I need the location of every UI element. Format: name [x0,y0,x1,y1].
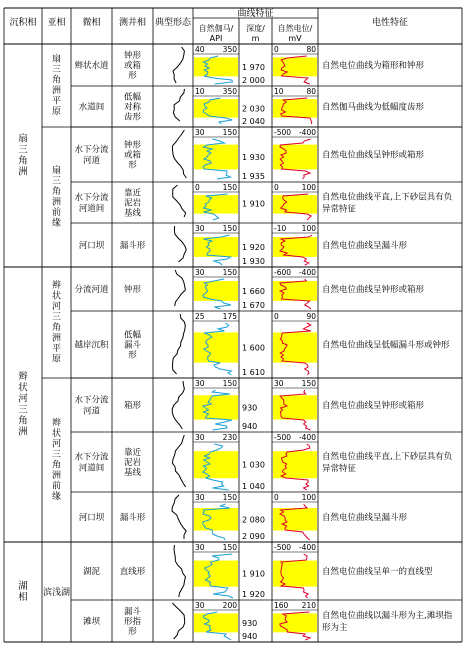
electric-feature-text: 自然电位曲线呈钟形或箱形 [322,150,425,161]
gr-scale-min: 30 [195,128,205,137]
sp-sand-band [273,195,317,213]
microfacies-label: 水下分流河道间 [74,192,109,214]
gr-scale-min: 30 [195,268,205,277]
log-facies-label: 箱形 [123,401,142,411]
depth-label: 1 910 [242,569,265,579]
electric-feature-text: 自然电位曲线呈漏斗形 [322,512,408,523]
depth-label: 2 080 [242,515,265,525]
depth-label: 1 970 [242,62,265,72]
sp-scale-max: 90 [306,312,316,321]
microfacies-label: 水下分流河道 [74,395,109,417]
microfacies-label: 水下分流河道间 [74,452,109,474]
sp-scale-min: -500 [274,128,292,137]
sp-scale-min: -500 [274,543,292,552]
log-facies-label: 低幅对称齿形 [123,92,142,123]
depth-label: 1 920 [242,242,265,252]
sp-sand-band [273,145,317,170]
subfacies-label: 滨浅湖 [42,588,71,598]
depth-label: 930 [242,618,258,628]
sp-scale-min: 0 [274,493,279,502]
subfacies-label: 辫状河三角洲前缘 [51,418,62,503]
sp-scale-min: -600 [274,268,292,277]
facies-label: 辫状河三角洲 [18,371,28,438]
sp-scale-min: -10 [274,224,287,233]
electric-feature-text: 自然电位曲线呈钟形或箱形 [322,284,425,295]
morphology-curve [172,381,184,429]
log-facies-label: 钟形 [123,285,142,295]
sp-scale-min: 30 [274,379,284,388]
sp-scale-max: 100 [301,183,316,192]
depth-label: 2 030 [242,104,265,114]
header-morphology: 典型形态 [154,18,192,28]
gr-scale-max: 175 [222,312,237,321]
depth-label: 2 000 [242,76,265,85]
morphology-curve [172,603,184,639]
depth-label: 1 670 [242,301,265,310]
morphology-curve [172,435,185,487]
gr-scale-max: 150 [222,543,237,552]
sp-scale-min: -500 [274,433,292,442]
subfacies-label: 扇三角洲平原 [51,54,62,118]
depth-label: 1 930 [242,257,265,266]
electric-feature-text: 自然电位曲线为箱形和钟形 [322,60,425,71]
sp-scale-min: 160 [274,601,289,610]
morphology-curve [175,270,186,306]
gr-scale-max: 350 [222,45,237,54]
morphology-curve [172,495,186,539]
sp-scale-max: -400 [298,543,316,552]
depth-label: 2 090 [242,532,265,541]
gr-sand-band [194,332,238,362]
gr-scale-max: 230 [222,433,237,442]
microfacies-label: 河口坝 [78,512,105,523]
depth-label: 930 [242,403,258,413]
gr-scale-max: 150 [222,183,237,192]
log-facies-label: 钟形或箱形 [123,140,142,171]
gr-sand-band [194,195,238,213]
log-facies-label: 漏斗形 [119,241,146,251]
gr-scale-min: 30 [195,433,205,442]
gr-sand-band [194,145,238,170]
log-facies-label: 漏斗形指形 [123,607,142,637]
sp-scale-max: -400 [298,433,316,442]
sp-sand-band [273,395,317,419]
gr-scale-max: 200 [222,601,237,610]
facies-label: 湖相 [18,581,28,604]
microfacies-label: 分流河道 [74,284,109,295]
morphology-curve [174,545,186,597]
gr-sand-band [194,508,238,531]
electric-feature-text: 自然电位曲线呈单一的直线型 [322,566,433,577]
header-gr: 自然伽马/ API [198,23,234,43]
gr-sand-band [194,57,238,76]
header-microfacies: 微相 [82,18,101,28]
facies-label: 扇三角洲 [18,133,28,178]
gr-scale-min: 30 [195,601,205,610]
gr-scale-min: 40 [195,45,205,54]
morphology-curve [172,130,186,178]
depth-label: 940 [242,632,258,641]
header-sp: 自然电位/ mV [277,23,313,43]
sp-scale-max: 210 [301,601,316,610]
electric-feature-text: 自然电位曲线呈低幅漏斗形或钟形 [322,340,450,351]
gr-sand-band [194,281,238,301]
electric-feature-text: 自然电位曲线以漏斗形为主,滩坝指形为主 [322,610,453,633]
depth-label: 1 935 [242,172,265,181]
morphology-curve [173,89,184,121]
gr-scale-min: 30 [195,543,205,552]
sp-sand-band [273,451,317,478]
gr-sand-band [194,99,238,117]
microfacies-label: 辫状水道 [74,60,109,71]
morphology-curve [173,185,186,217]
sp-scale-min: 0 [274,312,279,321]
log-facies-label: 低幅漏斗形 [123,330,142,361]
header-log-facies: 测井相 [118,18,147,28]
depth-label: 1 610 [242,368,265,377]
electric-feature-text: 自然电位曲线平直,上下砂层具有负异常特征 [322,451,453,474]
subfacies-label: 辫状河三角洲平原 [51,281,62,365]
electric-feature-text: 自然电位曲线呈漏斗形 [322,240,408,251]
log-facies-label: 直线形 [119,567,146,577]
gr-scale-min: 10 [195,87,205,96]
header-electric: 电性特征 [371,18,409,28]
gr-scale-max: 150 [222,379,237,388]
log-facies-label: 靠近泥岩基线 [123,448,142,478]
gr-scale-min: 0 [195,183,200,192]
sp-sand-band [273,561,317,587]
sp-scale-max: -400 [298,268,316,277]
sp-scale-max: 100 [301,224,316,233]
gr-sand-band [194,237,238,257]
log-facies-label: 漏斗形 [119,513,146,523]
gr-scale-min: 30 [195,379,205,388]
depth-label: 1 910 [242,199,265,209]
morphology-curve [174,226,186,262]
sp-scale-min: 0 [274,45,279,54]
microfacies-label: 滩坝 [82,616,101,627]
depth-label: 1 030 [242,460,265,470]
microfacies-label: 湖泥 [82,566,101,577]
morphology-curve [173,314,186,374]
sp-scale-max: 80 [306,87,316,96]
sp-scale-max: -400 [298,128,316,137]
sp-scale-min: 10 [274,87,284,96]
gr-scale-max: 150 [222,128,237,137]
sp-scale-max: 80 [306,45,316,54]
morphology-curve [173,47,184,83]
electric-feature-text: 自然电位曲线呈钟形或箱形 [322,400,425,411]
depth-label: 1 920 [242,590,265,599]
header-subfacies: 亚相 [47,18,66,28]
log-facies-label: 靠近泥岩基线 [123,188,142,219]
header-facies: 沉积相 [9,18,37,28]
log-facies-label: 钟形或箱形 [123,51,142,81]
header-curve-features: 曲线特征 [237,9,274,19]
sp-sand-band [273,57,317,76]
electric-feature-text: 自然电位曲线平直,上下砂层具有负异常特征 [322,192,453,215]
depth-label: 940 [242,422,258,431]
sp-scale-max: 150 [301,379,316,388]
sp-sand-band [273,508,317,531]
gr-sand-band [194,613,238,632]
gr-scale-max: 350 [222,87,237,96]
depth-label: 1 930 [242,152,265,162]
sp-sand-band [273,332,317,362]
depth-label: 1 040 [242,482,265,491]
sp-scale-max: 100 [301,493,316,502]
sp-sand-band [273,613,317,632]
sp-sand-band [273,99,317,117]
gr-scale-min: 30 [195,224,205,233]
depth-label: 2 040 [242,117,265,126]
header-depth: 深度/ m [246,23,265,43]
gr-scale-min: 30 [195,493,205,502]
microfacies-label: 水道间 [78,102,105,113]
gr-sand-band [194,451,238,478]
gr-sand-band [194,561,238,587]
sp-scale-min: 0 [274,183,279,192]
gr-scale-max: 150 [222,493,237,502]
depth-label: 1 660 [242,286,265,296]
subfacies-label: 扇三角洲前缘 [51,166,62,229]
microfacies-label: 越岸沉积 [74,340,109,351]
gr-scale-max: 150 [222,268,237,277]
depth-label: 1 600 [242,343,265,353]
microfacies-label: 水下分流河道 [74,144,109,166]
microfacies-label: 河口坝 [78,240,105,251]
gr-scale-min: 25 [195,312,205,321]
electric-feature-text: 自然伽马曲线为低幅度齿形 [322,102,425,113]
gr-scale-max: 150 [222,224,237,233]
gr-sand-band [194,395,238,419]
sp-sand-band [273,237,317,257]
